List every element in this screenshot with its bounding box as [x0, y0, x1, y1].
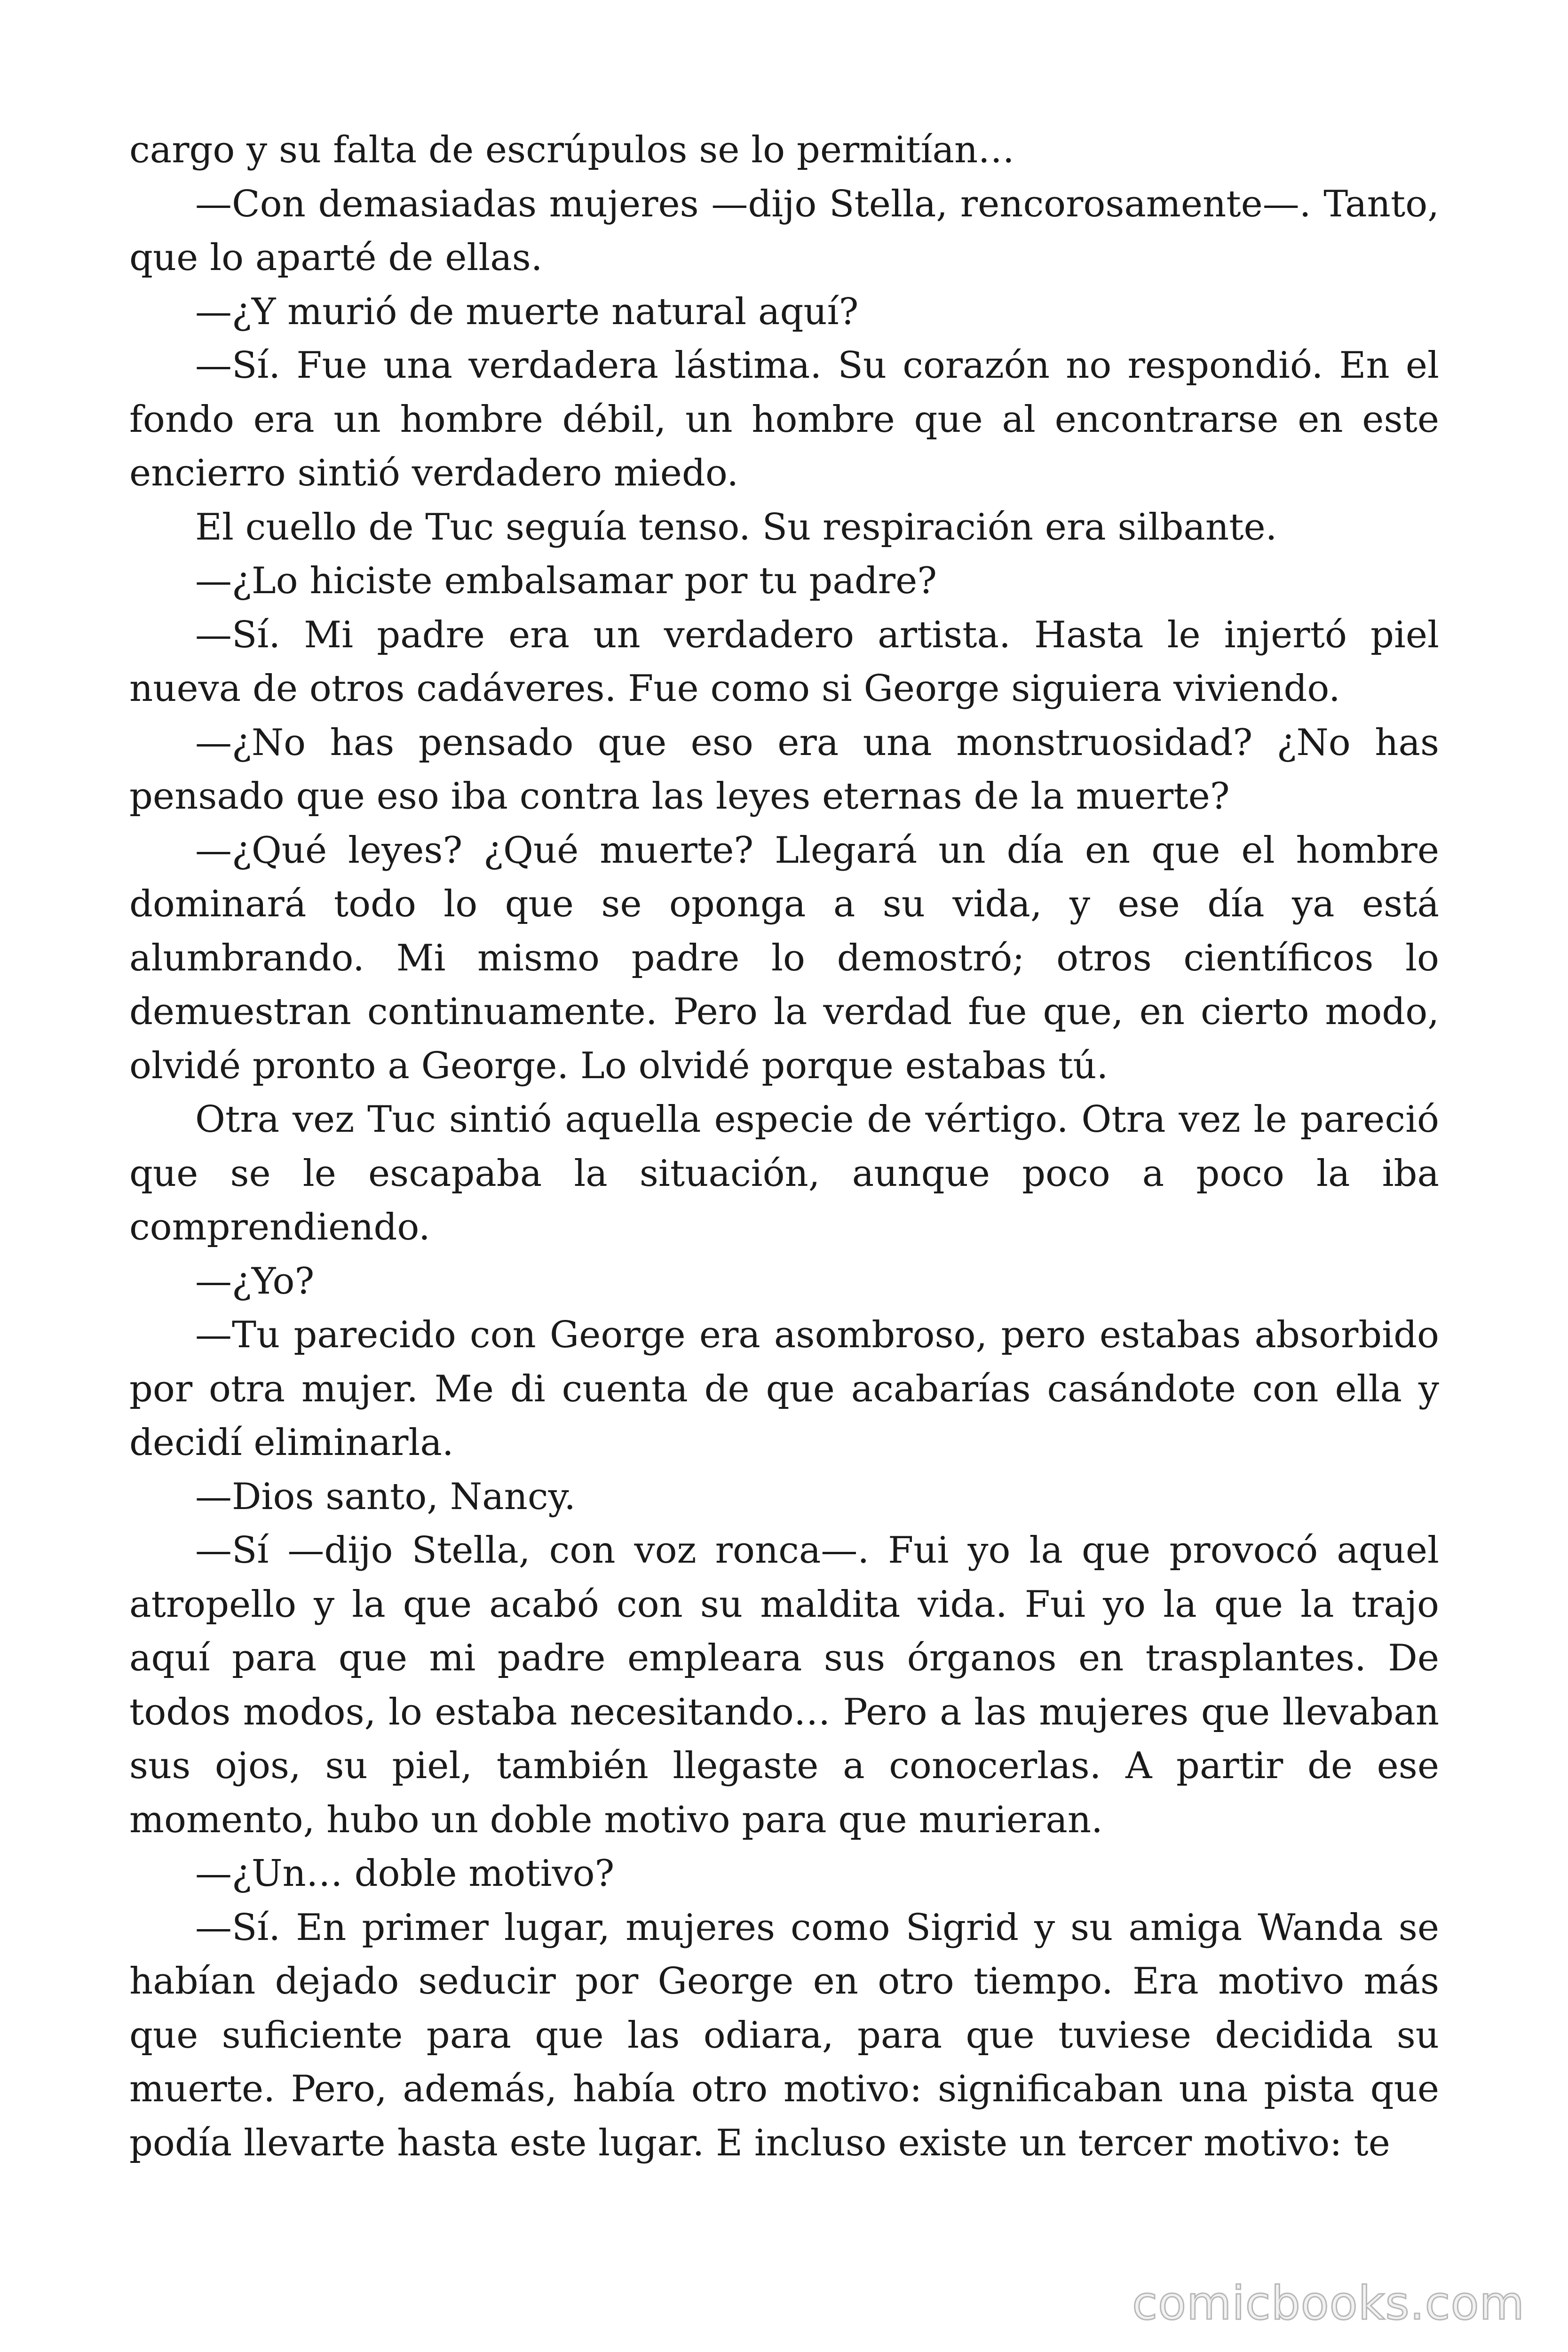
paragraph: —Dios santo, Nancy. — [195, 1475, 576, 1518]
paragraph: —Sí. Fue una verdadera lástima. Su corazón no respondió. En el fondo era un hombre débil, un hombre que al encontrarse en este encierro sintió verdadero miedo. — [129, 344, 1439, 494]
paragraph: —¿Y murió de muerte natural aquí? — [195, 290, 859, 333]
paragraph: —¿Lo hiciste embalsamar por tu padre? — [195, 560, 937, 602]
paragraph: Otra vez Tuc sintió aquella especie de vértigo. Otra vez le pareció que se le escapaba la situación, aunque poco a poco la iba comprendiendo. — [129, 1098, 1439, 1248]
paragraph: —Sí —dijo Stella, con voz ronca—. Fui yo la que provocó aquel atropello y la que acabó con su maldita vida. Fui yo la que la trajo aquí para que mi padre empleara sus órganos en trasplantes. De todos modos, lo estaba necesitando… Pero a las mujeres que llevaban sus ojos, su piel, también llegaste a conocerlas. A partir de ese momento, hubo un doble motivo para que murieran. — [129, 1529, 1439, 1841]
paragraph: —Tu parecido con George era asombroso, pero estabas absorbido por otra mujer. Me di cuenta de que acabarías casándote con ella y decidí eliminarla. — [129, 1314, 1439, 1464]
paragraph: —¿Yo? — [195, 1260, 315, 1303]
paragraph: —Sí. En primer lugar, mujeres como Sigrid y su amiga Wanda se habían dejado seducir por George en otro tiempo. Era motivo más que suficiente para que las odiara, para que tuviese decidida su muerte. Pero, además, había otro motivo: significaban una pista que podía llevarte hasta este lugar. E incluso existe un tercer motivo: te — [129, 1906, 1439, 2164]
paragraph: —Con demasiadas mujeres —dijo Stella, rencorosamente—. Tanto, que lo aparté de ellas. — [129, 183, 1439, 279]
watermark: comicbooks.com — [1132, 2277, 1525, 2330]
paragraph: cargo y su falta de escrúpulos se lo permitían… — [129, 129, 1015, 171]
paragraph: El cuello de Tuc seguía tenso. Su respiración era silbante. — [195, 506, 1277, 548]
paragraph: —¿Qué leyes? ¿Qué muerte? Llegará un día en que el hombre dominará todo lo que se oponga a su vida, y ese día ya está alumbrando. Mi mismo padre lo demostró; otros científicos lo demuestran continuamente. Pero la verdad fue que, en cierto modo, olvidé pronto a George. Lo olvidé porque estabas tú. — [129, 829, 1439, 1087]
paragraph: —¿No has pensado que eso era una monstruosidad? ¿No has pensado que eso iba contra las leyes eternas de la muerte? — [129, 721, 1439, 818]
paragraph: —Sí. Mi padre era un verdadero artista. Hasta le injertó piel nueva de otros cadáveres. Fue como si George siguiera viviendo. — [129, 613, 1439, 710]
page-text — [129, 123, 1439, 2170]
paragraph: —¿Un… doble motivo? — [195, 1852, 615, 1895]
